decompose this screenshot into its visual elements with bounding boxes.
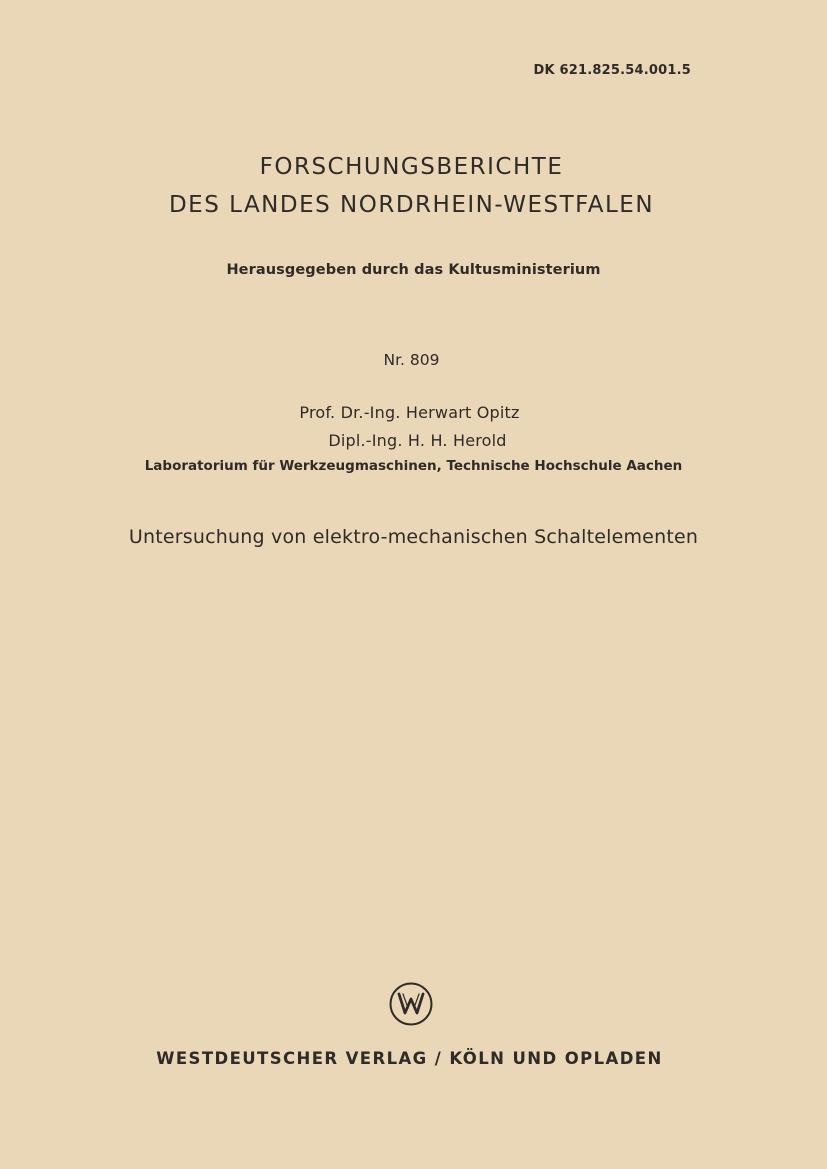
series-title-line-1: FORSCHUNGSBERICHTE	[259, 154, 564, 180]
report-title: Untersuchung von elektro-mechanischen Schaltelementen	[128, 526, 699, 548]
report-number: Nr. 809	[383, 351, 440, 369]
series-title-line-2: DES LANDES NORDRHEIN-WESTFALEN	[168, 192, 655, 218]
classification-number: DK 621.825.54.001.5	[533, 63, 691, 78]
author-1: Prof. Dr.-Ing. Herwart Opitz	[299, 403, 520, 422]
w-circle-logo-icon	[389, 982, 433, 1026]
institute: Laboratorium für Werkzeugmaschinen, Technische Hochschule Aachen	[144, 458, 683, 474]
publisher-footer: WESTDEUTSCHER VERLAG / KÖLN UND OPLADEN	[156, 1049, 663, 1068]
editor-statement: Herausgegeben durch das Kultusministerium	[226, 262, 601, 278]
author-2: Dipl.-Ing. H. H. Herold	[328, 431, 507, 450]
